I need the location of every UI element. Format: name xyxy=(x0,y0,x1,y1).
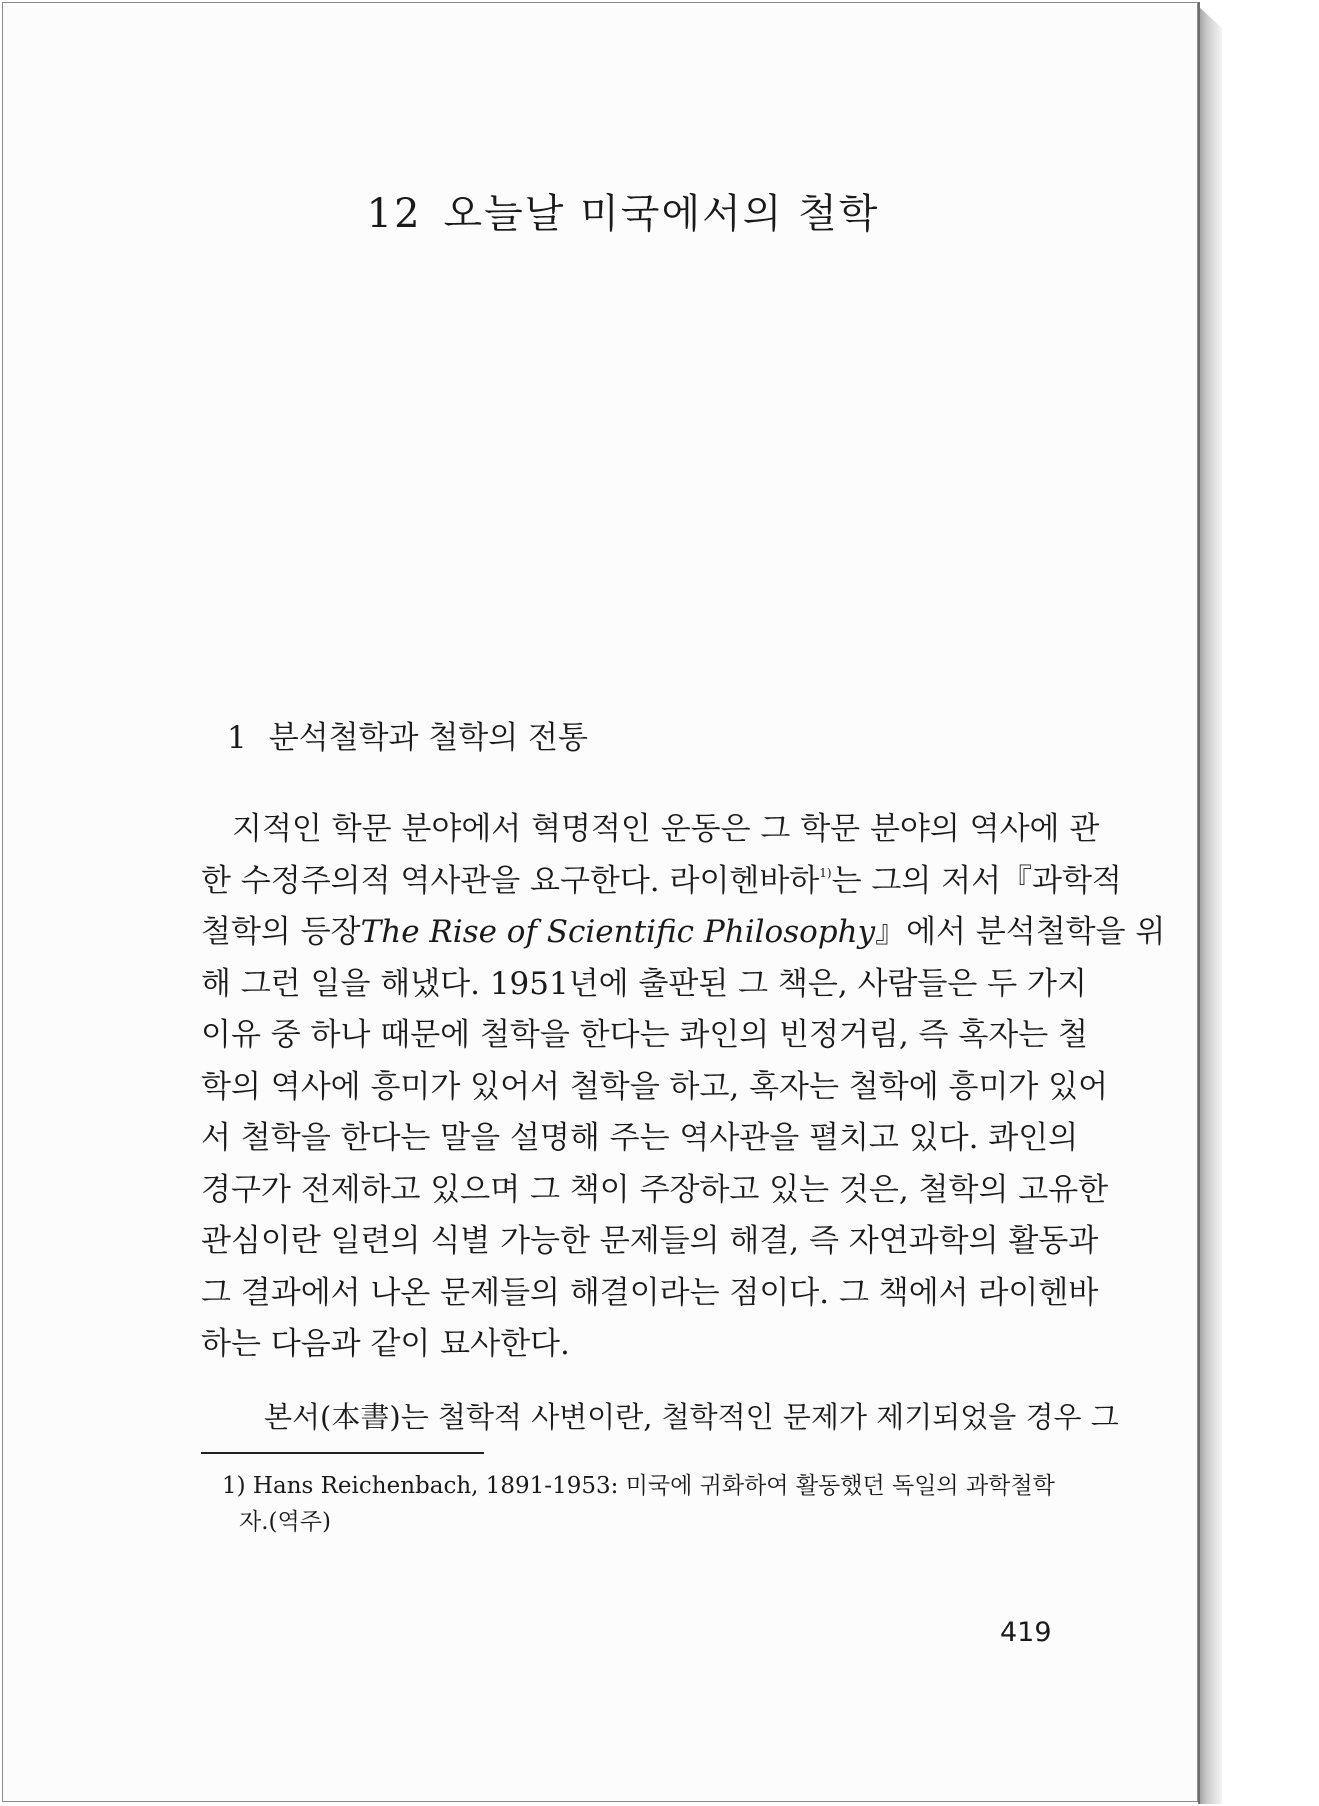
section-heading xyxy=(227,712,588,757)
body-text-segment: 철학의 등장 xyxy=(201,914,361,950)
footnote-line: 1) Hans Reichenbach, 1891-1953: 미국에 귀화하여 활동했던 독일의 과학철학 xyxy=(222,1473,1055,1499)
body-paragraph xyxy=(201,804,1166,1371)
footnote-divider xyxy=(201,1452,484,1454)
body-text-segment: 한 수정주의적 역사관을 요구한다. 라이헨바하 xyxy=(201,862,820,899)
body-line: 학의 역사에 흥미가 있어서 철학을 하고, 혹자는 철학에 흥미가 있어 xyxy=(201,1068,1109,1105)
footnote-line: 자.(역주) xyxy=(239,1509,331,1535)
chapter-title xyxy=(0,182,1246,239)
body-text-segment: 』에서 분석철학을 위 xyxy=(875,914,1166,950)
chapter-number: 12 xyxy=(366,191,422,237)
page-edge-border xyxy=(1198,2,1200,1804)
body-text-segment: 는 그의 저서『과학적 xyxy=(831,862,1122,899)
footnote xyxy=(222,1468,1053,1540)
body-line: 하는 다음과 같이 묘사한다. xyxy=(201,1326,570,1362)
block-quote: 본서(本書)는 철학적 사변이란, 철학적인 문제가 제기되었을 경우 그 xyxy=(264,1400,1119,1434)
body-line: 해 그런 일을 해냈다. 1951년에 출판된 그 책은, 사람들은 두 가지 xyxy=(201,965,1087,1002)
section-title-text: 분석철학과 철학의 전통 xyxy=(268,720,588,756)
body-line: 지적인 학문 분야에서 혁명적인 운동은 그 학문 분야의 역사에 관 xyxy=(232,811,1100,847)
body-line: 그 결과에서 나온 문제들의 해결이라는 점이다. 그 책에서 라이헨바 xyxy=(201,1274,1099,1311)
body-line xyxy=(201,856,1122,908)
book-title-italic: The Rise of Scientific Philosophy xyxy=(360,914,876,950)
page-number: 419 xyxy=(1000,1617,1052,1648)
section-number: 1 xyxy=(227,720,247,756)
body-line xyxy=(201,907,1166,959)
footnote-reference: 1) xyxy=(819,865,832,880)
chapter-title-text: 오늘날 미국에서의 철학 xyxy=(443,191,880,237)
body-line: 관심이란 일련의 식별 가능한 문제들의 해결, 즉 자연과학의 활동과 xyxy=(201,1223,1099,1259)
body-line: 경구가 전제하고 있으며 그 책이 주장하고 있는 것은, 철학의 고유한 xyxy=(201,1171,1109,1208)
page-edge-shadow xyxy=(1198,6,1222,1804)
body-line: 서 철학을 한다는 말을 설명해 주는 역사관을 펼치고 있다. 콰인의 xyxy=(201,1120,1079,1156)
body-line: 이유 중 하나 때문에 철학을 한다는 콰인의 빈정거림, 즉 혹자는 철 xyxy=(201,1017,1088,1053)
